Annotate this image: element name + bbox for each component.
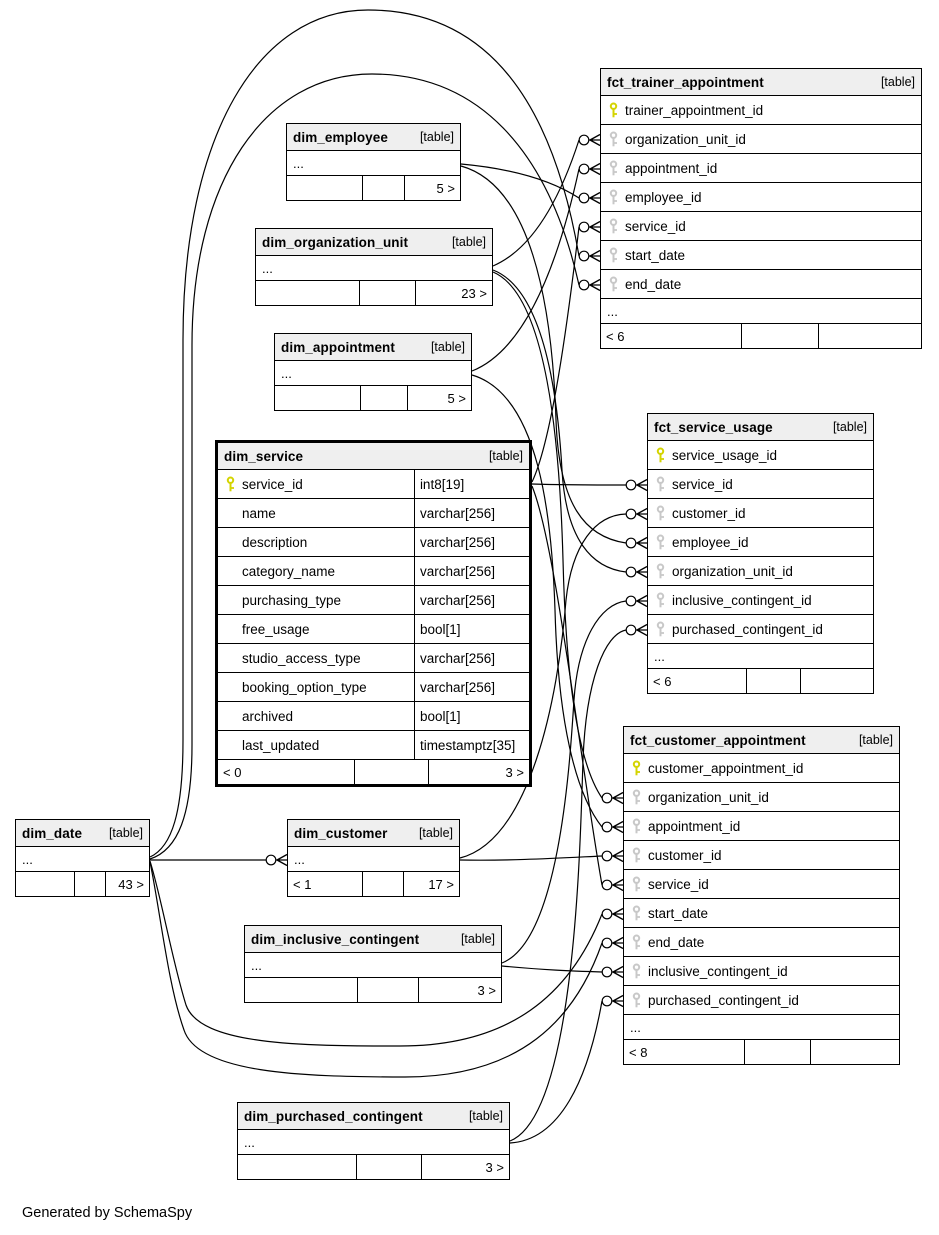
foreign-key-icon — [624, 847, 648, 864]
column-type: varchar[256] — [414, 673, 529, 701]
column-name: inclusive_contingent_id — [648, 963, 788, 979]
table-node-fct_trainer_appointment[interactable] — [600, 68, 922, 349]
hidden-columns-ellipsis: ... — [288, 847, 459, 872]
table-type-tag: [table] — [832, 420, 867, 434]
zero-or-one-circle-icon — [266, 855, 276, 865]
column-name: service_id — [648, 876, 709, 892]
parents-count — [256, 281, 360, 305]
column-name: description — [242, 534, 308, 550]
column-type: timestamptz[35] — [414, 731, 529, 759]
column-name: end_date — [648, 934, 705, 950]
primary-key-icon — [601, 102, 625, 119]
column-row-inclusive_contingent_id — [624, 957, 899, 986]
table-name: dim_organization_unit — [262, 234, 409, 250]
hidden-columns-ellipsis: ... — [648, 644, 873, 669]
footer-spacer — [747, 669, 801, 693]
footer-spacer — [357, 1155, 422, 1179]
hidden-columns-ellipsis: ... — [601, 299, 921, 324]
column-row-organization_unit_id — [601, 125, 921, 154]
table-name: fct_customer_appointment — [630, 732, 806, 748]
children-count — [811, 1040, 899, 1064]
column-name: service_id — [242, 476, 303, 492]
column-row-service_id — [218, 470, 529, 499]
table-header[interactable] — [288, 820, 459, 847]
foreign-key-icon — [648, 563, 672, 580]
hidden-columns-ellipsis: ... — [275, 361, 471, 386]
crowsfoot-arrow-icon — [636, 538, 647, 549]
column-name: employee_id — [672, 534, 749, 550]
footer-spacer — [742, 324, 819, 348]
crowsfoot-arrow-icon — [612, 909, 623, 920]
column-row-free_usage — [218, 615, 529, 644]
crowsfoot-arrow-icon — [589, 135, 600, 146]
table-name: dim_employee — [293, 129, 388, 145]
table-footer — [624, 1040, 899, 1064]
column-row-service_id — [648, 470, 873, 499]
foreign-key-icon — [648, 476, 672, 493]
table-node-dim_organization_unit[interactable] — [255, 228, 493, 306]
column-row-employee_id — [601, 183, 921, 212]
table-type-tag: [table] — [108, 826, 143, 840]
table-name: dim_date — [22, 825, 83, 841]
crowsfoot-arrow-icon — [589, 280, 600, 291]
column-row-appointment_id — [624, 812, 899, 841]
crowsfoot-arrow-icon — [636, 567, 647, 578]
table-footer — [288, 872, 459, 896]
foreign-key-icon — [601, 131, 625, 148]
column-row-category_name — [218, 557, 529, 586]
column-row-archived — [218, 702, 529, 731]
children-count: 5 > — [436, 180, 455, 196]
column-row-organization_unit_id — [648, 557, 873, 586]
primary-key-icon — [648, 447, 672, 464]
column-type: varchar[256] — [414, 586, 529, 614]
zero-or-one-circle-icon — [579, 222, 589, 232]
foreign-key-icon — [624, 992, 648, 1009]
table-name: dim_customer — [294, 825, 388, 841]
footer-spacer — [361, 386, 408, 410]
column-row-end_date — [601, 270, 921, 299]
zero-or-one-circle-icon — [626, 596, 636, 606]
parents-count: < 6 — [648, 669, 747, 693]
column-name: last_updated — [242, 737, 320, 753]
hidden-columns-ellipsis: ... — [256, 256, 492, 281]
parents-count — [16, 872, 75, 896]
table-type-tag: [table] — [430, 340, 465, 354]
children-count — [819, 324, 921, 348]
column-name: organization_unit_id — [625, 131, 746, 147]
fk-edge-dim_inclusive_contingent-to-fct_customer_appointment — [502, 966, 623, 978]
table-name: dim_service — [224, 448, 304, 464]
table-header[interactable] — [238, 1103, 509, 1130]
hidden-columns-ellipsis: ... — [16, 847, 149, 872]
foreign-key-icon — [648, 505, 672, 522]
crowsfoot-arrow-icon — [612, 851, 623, 862]
table-name: fct_trainer_appointment — [607, 74, 764, 90]
foreign-key-icon — [601, 276, 625, 293]
zero-or-one-circle-icon — [626, 625, 636, 635]
column-name: employee_id — [625, 189, 702, 205]
column-row-booking_option_type — [218, 673, 529, 702]
hidden-columns-ellipsis: ... — [238, 1130, 509, 1155]
children-count — [801, 669, 873, 693]
column-name: purchased_contingent_id — [672, 621, 823, 637]
foreign-key-icon — [601, 247, 625, 264]
primary-key-icon — [218, 476, 242, 493]
crowsfoot-arrow-icon — [589, 164, 600, 175]
primary-key-icon — [624, 760, 648, 777]
column-name: category_name — [242, 563, 336, 579]
table-name: fct_service_usage — [654, 419, 773, 435]
column-name: organization_unit_id — [648, 789, 769, 805]
foreign-key-icon — [648, 534, 672, 551]
table-footer — [245, 978, 501, 1002]
footer-spacer — [75, 872, 107, 896]
crowsfoot-arrow-icon — [589, 222, 600, 233]
column-row-last_updated — [218, 731, 529, 760]
crowsfoot-arrow-icon — [612, 996, 623, 1007]
table-footer — [287, 176, 460, 200]
foreign-key-icon — [601, 218, 625, 235]
table-name: dim_appointment — [281, 339, 396, 355]
column-name: studio_access_type — [242, 650, 361, 666]
table-type-tag: [table] — [468, 1109, 503, 1123]
column-name: archived — [242, 708, 294, 724]
parents-count: < 6 — [601, 324, 742, 348]
table-header[interactable] — [648, 414, 873, 441]
column-type: varchar[256] — [414, 644, 529, 672]
table-node-fct_service_usage[interactable] — [647, 413, 874, 694]
table-node-dim_appointment[interactable] — [274, 333, 472, 411]
footer-spacer — [363, 872, 404, 896]
crowsfoot-arrow-icon — [636, 509, 647, 520]
foreign-key-icon — [648, 621, 672, 638]
parents-count: < 8 — [624, 1040, 745, 1064]
column-row-start_date — [624, 899, 899, 928]
parents-count — [238, 1155, 357, 1179]
zero-or-one-circle-icon — [602, 793, 612, 803]
column-row-employee_id — [648, 528, 873, 557]
zero-or-one-circle-icon — [579, 164, 589, 174]
zero-or-one-circle-icon — [626, 567, 636, 577]
parents-count: < 1 — [288, 872, 363, 896]
parents-count — [287, 176, 363, 200]
children-count: 17 > — [428, 876, 454, 892]
column-name: organization_unit_id — [672, 563, 793, 579]
zero-or-one-circle-icon — [579, 251, 589, 261]
fk-edge-dim_purchased_contingent-to-fct_customer_appointment — [510, 996, 623, 1144]
foreign-key-icon — [601, 160, 625, 177]
column-name: appointment_id — [625, 160, 718, 176]
column-name: service_id — [672, 476, 733, 492]
column-row-name — [218, 499, 529, 528]
fk-edge-dim_service-to-fct_trainer_appointment — [532, 222, 600, 483]
hidden-columns-ellipsis: ... — [287, 151, 460, 176]
children-count: 3 > — [477, 982, 496, 998]
column-type: bool[1] — [414, 702, 529, 730]
table-name: dim_inclusive_contingent — [251, 931, 420, 947]
crowsfoot-arrow-icon — [636, 625, 647, 636]
column-row-purchasing_type — [218, 586, 529, 615]
children-count: 23 > — [461, 285, 487, 301]
footer-spacer — [360, 281, 417, 305]
zero-or-one-circle-icon — [602, 822, 612, 832]
table-node-dim_date[interactable] — [15, 819, 150, 897]
foreign-key-icon — [624, 789, 648, 806]
column-name: trainer_appointment_id — [625, 102, 764, 118]
table-node-dim_service[interactable] — [215, 440, 532, 787]
column-row-trainer_appointment_id — [601, 96, 921, 125]
table-header[interactable] — [601, 69, 921, 96]
children-count: 3 > — [505, 764, 524, 780]
crowsfoot-arrow-icon — [612, 938, 623, 949]
column-type: bool[1] — [414, 615, 529, 643]
table-type-tag: [table] — [880, 75, 915, 89]
column-name: start_date — [625, 247, 686, 263]
column-row-customer_id — [648, 499, 873, 528]
crowsfoot-arrow-icon — [589, 251, 600, 262]
column-row-start_date — [601, 241, 921, 270]
column-row-organization_unit_id — [624, 783, 899, 812]
column-row-description — [218, 528, 529, 557]
table-header[interactable] — [275, 334, 471, 361]
column-name: start_date — [648, 905, 709, 921]
zero-or-one-circle-icon — [579, 135, 589, 145]
table-header[interactable] — [16, 820, 149, 847]
hidden-columns-ellipsis: ... — [624, 1015, 899, 1040]
column-name: customer_appointment_id — [648, 760, 804, 776]
table-header[interactable] — [256, 229, 492, 256]
column-type: varchar[256] — [414, 557, 529, 585]
column-name: purchased_contingent_id — [648, 992, 799, 1008]
table-type-tag: [table] — [460, 932, 495, 946]
zero-or-one-circle-icon — [602, 996, 612, 1006]
foreign-key-icon — [601, 189, 625, 206]
zero-or-one-circle-icon — [579, 193, 589, 203]
zero-or-one-circle-icon — [602, 909, 612, 919]
column-name: inclusive_contingent_id — [672, 592, 812, 608]
table-header[interactable] — [245, 926, 501, 953]
crowsfoot-arrow-icon — [636, 480, 647, 491]
table-node-dim_employee[interactable] — [286, 123, 461, 201]
foreign-key-icon — [648, 592, 672, 609]
fk-edge-dim_customer-to-fct_customer_appointment — [460, 851, 623, 862]
table-node-fct_customer_appointment[interactable] — [623, 726, 900, 1065]
crowsfoot-arrow-icon — [612, 967, 623, 978]
parents-count — [245, 978, 358, 1002]
foreign-key-icon — [624, 905, 648, 922]
zero-or-one-circle-icon — [579, 280, 589, 290]
table-footer — [601, 324, 921, 348]
column-row-service_usage_id — [648, 441, 873, 470]
parents-count: < 0 — [218, 760, 355, 784]
column-name: customer_id — [648, 847, 722, 863]
fk-edge-dim_service-to-fct_service_usage — [532, 480, 647, 491]
children-count: 5 > — [447, 390, 466, 406]
fk-edge-dim_date-to-dim_customer — [150, 855, 287, 866]
footer-spacer — [358, 978, 419, 1002]
generated-by-note: Generated by SchemaSpy — [22, 1205, 193, 1221]
column-name: end_date — [625, 276, 682, 292]
crowsfoot-arrow-icon — [612, 822, 623, 833]
footer-spacer — [745, 1040, 811, 1064]
table-type-tag: [table] — [419, 130, 454, 144]
hidden-columns-ellipsis: ... — [245, 953, 501, 978]
zero-or-one-circle-icon — [626, 480, 636, 490]
column-name: free_usage — [242, 621, 310, 637]
zero-or-one-circle-icon — [602, 880, 612, 890]
table-type-tag: [table] — [451, 235, 486, 249]
column-type: varchar[256] — [414, 528, 529, 556]
foreign-key-icon — [624, 818, 648, 835]
children-count: 43 > — [118, 876, 144, 892]
column-row-customer_id — [624, 841, 899, 870]
column-name: customer_id — [672, 505, 746, 521]
zero-or-one-circle-icon — [602, 938, 612, 948]
column-type: int8[19] — [414, 470, 529, 498]
parents-count — [275, 386, 361, 410]
column-name: service_id — [625, 218, 686, 234]
column-row-purchased_contingent_id — [648, 615, 873, 644]
zero-or-one-circle-icon — [602, 967, 612, 977]
table-type-tag: [table] — [488, 449, 523, 463]
crowsfoot-arrow-icon — [612, 880, 623, 891]
zero-or-one-circle-icon — [626, 509, 636, 519]
column-row-service_id — [624, 870, 899, 899]
foreign-key-icon — [624, 876, 648, 893]
column-name: booking_option_type — [242, 679, 367, 695]
table-footer — [16, 872, 149, 896]
foreign-key-icon — [624, 934, 648, 951]
table-footer — [218, 760, 529, 784]
column-row-service_id — [601, 212, 921, 241]
column-row-end_date — [624, 928, 899, 957]
table-footer — [275, 386, 471, 410]
table-node-dim_inclusive_contingent[interactable] — [244, 925, 502, 1003]
table-node-dim_purchased_contingent[interactable] — [237, 1102, 510, 1180]
table-footer — [256, 281, 492, 305]
column-row-studio_access_type — [218, 644, 529, 673]
crowsfoot-arrow-icon — [636, 596, 647, 607]
zero-or-one-circle-icon — [602, 851, 612, 861]
crowsfoot-arrow-icon — [276, 855, 287, 866]
column-name: purchasing_type — [242, 592, 342, 608]
table-name: dim_purchased_contingent — [244, 1108, 423, 1124]
column-row-purchased_contingent_id — [624, 986, 899, 1015]
footer-spacer — [355, 760, 430, 784]
foreign-key-icon — [624, 963, 648, 980]
table-footer — [648, 669, 873, 693]
table-header[interactable] — [287, 124, 460, 151]
column-row-appointment_id — [601, 154, 921, 183]
column-name: appointment_id — [648, 818, 741, 834]
table-node-dim_customer[interactable] — [287, 819, 460, 897]
column-row-inclusive_contingent_id — [648, 586, 873, 615]
table-type-tag: [table] — [858, 733, 893, 747]
table-footer — [238, 1155, 509, 1179]
zero-or-one-circle-icon — [626, 538, 636, 548]
children-count: 3 > — [485, 1159, 504, 1175]
crowsfoot-arrow-icon — [612, 793, 623, 804]
column-type: varchar[256] — [414, 499, 529, 527]
footer-spacer — [363, 176, 405, 200]
table-type-tag: [table] — [418, 826, 453, 840]
table-header[interactable] — [218, 443, 529, 470]
crowsfoot-arrow-icon — [589, 193, 600, 204]
column-name: service_usage_id — [672, 447, 778, 463]
column-name: name — [242, 505, 276, 521]
table-header[interactable] — [624, 727, 899, 754]
column-row-customer_appointment_id — [624, 754, 899, 783]
